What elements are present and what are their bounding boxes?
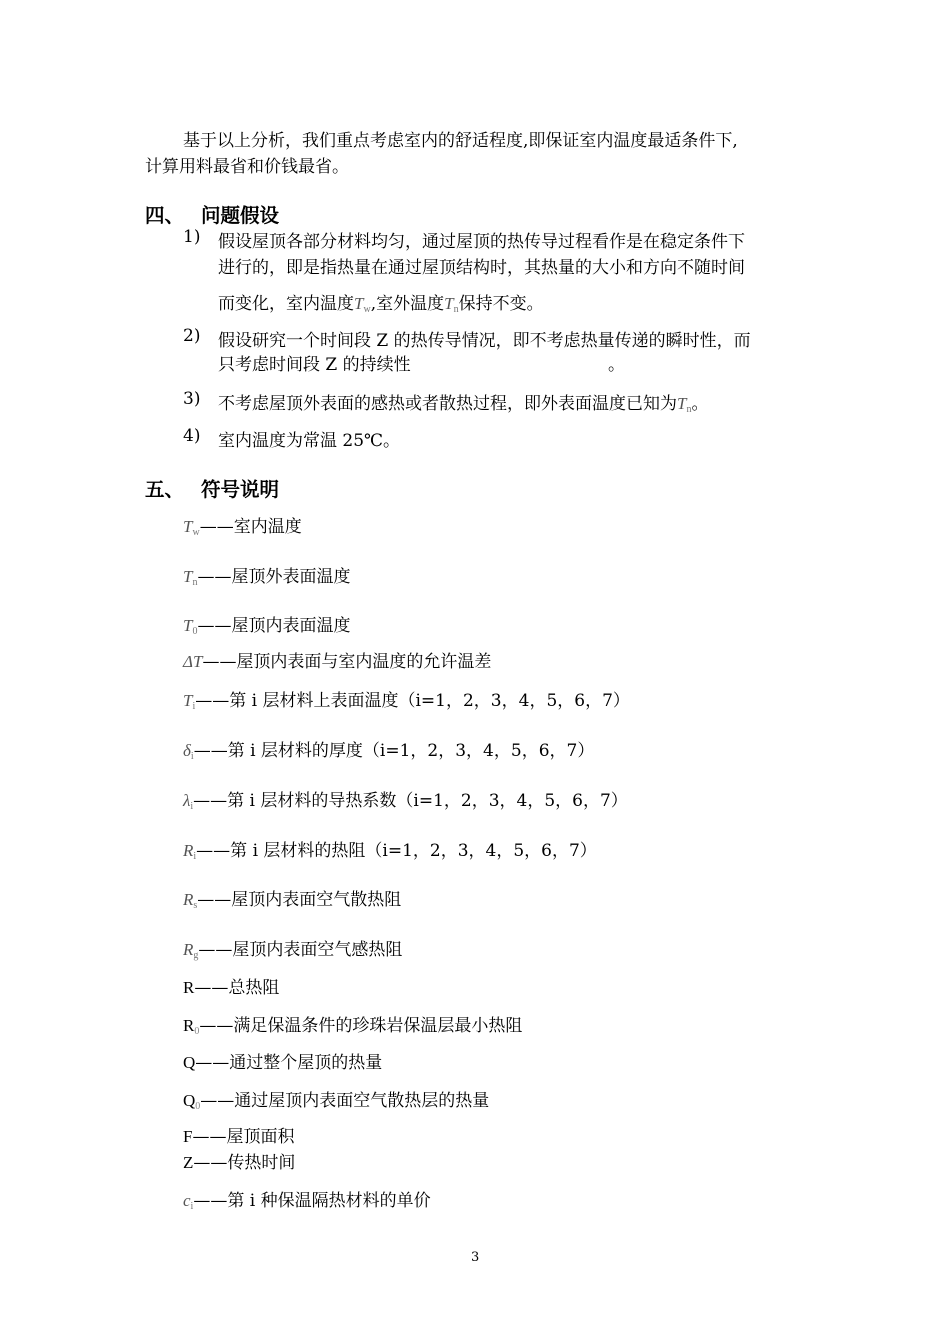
symbol-row — [183, 935, 402, 961]
symbol-glyph: $R_s$ — [183, 890, 198, 911]
section-title: 问题假设 — [201, 204, 280, 227]
intro-line-2: 计算用料最省和价钱最省。 — [145, 157, 349, 177]
symbol-row — [183, 647, 491, 672]
symbol-description: ——屋顶内表面与室内温度的允许温差 — [202, 652, 492, 672]
intro-line-1: 基于以上分析，我们重点考虑室内的舒适程度,即保证室内温度最适条件下, — [183, 131, 738, 151]
symbol-description: ——第 i 层材料的导热系数（i=1，2，3，4，5，6，7） — [193, 791, 628, 811]
symbol-glyph: $R_i$ — [183, 841, 197, 862]
section-heading-symbols — [145, 474, 279, 502]
symbol-description: ——室内温度 — [199, 517, 302, 537]
symbol-row — [183, 611, 350, 637]
symbol-glyph: $\lambda_i$ — [183, 791, 194, 812]
item-text: 室内温度为常温 25℃。 — [218, 431, 401, 451]
item-number: 2) — [183, 326, 201, 346]
symbol-row — [183, 1048, 382, 1073]
symbol-description: ——屋顶内表面空气散热阻 — [197, 890, 402, 910]
symbol-row — [183, 736, 594, 762]
symbol-row — [183, 1148, 295, 1173]
section-heading-assumptions — [145, 200, 279, 228]
symbol-row — [183, 686, 630, 712]
symbol-glyph: $T_0$ — [183, 616, 198, 637]
item-text: 不考虑屋顶外表面的感热或者散热过程，即外表面温度已知为$T_n$。 — [218, 394, 709, 415]
symbol-glyph: $c_i$ — [183, 1191, 194, 1212]
symbol-glyph: Z — [183, 1153, 194, 1172]
symbol-description: ——传热时间 — [193, 1153, 296, 1173]
section-number: 四、 — [145, 204, 185, 227]
item-line-3: 而变化，室内温度$T_w$,室外温度$T_n$保持不变。 — [218, 294, 544, 315]
item-number: 4) — [183, 426, 201, 446]
symbol-description: ——通过整个屋顶的热量 — [195, 1053, 383, 1073]
symbol-glyph: F — [183, 1127, 193, 1146]
symbol-row — [183, 786, 628, 812]
symbol-glyph: R0 — [183, 1016, 200, 1037]
symbol-row — [183, 562, 350, 588]
item-number: 3) — [183, 389, 201, 409]
symbol-glyph: Q — [183, 1053, 196, 1072]
symbol-glyph: $R_g$ — [183, 940, 199, 961]
symbol-row — [183, 836, 597, 862]
section-title: 符号说明 — [201, 478, 280, 501]
item-line-1: 假设研究一个时间段 Z 的热传导情况，即不考虑热量传递的瞬时性，而 — [218, 331, 751, 351]
symbol-row — [183, 885, 401, 911]
item-number: 1) — [183, 227, 201, 247]
symbol-glyph: Q0 — [183, 1091, 201, 1112]
symbol-row — [183, 512, 302, 538]
symbol-description: ——满足保温条件的珍珠岩保温层最小热阻 — [199, 1016, 523, 1036]
assumption-item-3 — [183, 389, 823, 415]
assumption-item-4 — [183, 426, 823, 452]
symbol-row — [183, 1086, 489, 1112]
symbol-t-w: $T_w$ — [354, 294, 371, 315]
section-number: 五、 — [145, 478, 185, 501]
symbol-row — [183, 1122, 294, 1147]
symbol-row — [183, 1186, 431, 1212]
symbol-row — [183, 1011, 522, 1037]
symbol-description: ——通过屋顶内表面空气散热层的热量 — [200, 1091, 490, 1111]
item-line-2-end: 。 — [608, 355, 625, 375]
symbol-row — [183, 973, 279, 998]
symbol-description: ——屋顶面积 — [192, 1127, 295, 1147]
symbol-t-n: $T_n$ — [677, 394, 692, 415]
symbol-glyph: R — [183, 978, 195, 997]
symbol-description: ——屋顶外表面温度 — [197, 567, 351, 587]
item-line-2: 只考虑时间段 Z 的持续性 — [218, 355, 411, 375]
symbol-t-n: $T_n$ — [444, 294, 459, 315]
symbol-description: ——屋顶内表面空气感热阻 — [198, 940, 403, 960]
symbol-description: ——屋顶内表面温度 — [197, 616, 351, 636]
symbol-description: ——第 i 层材料的厚度（i=1，2，3，4，5，6，7） — [193, 741, 595, 761]
symbol-description: ——第 i 层材料上表面温度（i=1，2，3，4，5，6，7） — [195, 691, 630, 711]
symbol-description: ——总热阻 — [194, 978, 280, 998]
symbol-glyph: $\delta_i$ — [183, 741, 194, 762]
symbol-description: ——第 i 层材料的热阻（i=1，2，3，4，5，6，7） — [196, 841, 597, 861]
symbol-glyph: $T_n$ — [183, 567, 198, 588]
assumption-item-2 — [183, 326, 823, 376]
item-line-2: 进行的，即是指热量在通过屋顶结构时，其热量的大小和方向不随时间 — [218, 258, 745, 278]
symbol-description: ——第 i 种保温隔热材料的单价 — [193, 1191, 431, 1211]
page-number: 3 — [471, 1250, 480, 1265]
assumption-item-1 — [183, 227, 823, 317]
symbol-glyph: $T_w$ — [183, 517, 200, 538]
symbol-glyph: $T_i$ — [183, 691, 196, 712]
item-line-1: 假设屋顶各部分材料均匀，通过屋顶的热传导过程看作是在稳定条件下 — [218, 232, 745, 252]
symbol-glyph: ΔT — [183, 652, 203, 671]
